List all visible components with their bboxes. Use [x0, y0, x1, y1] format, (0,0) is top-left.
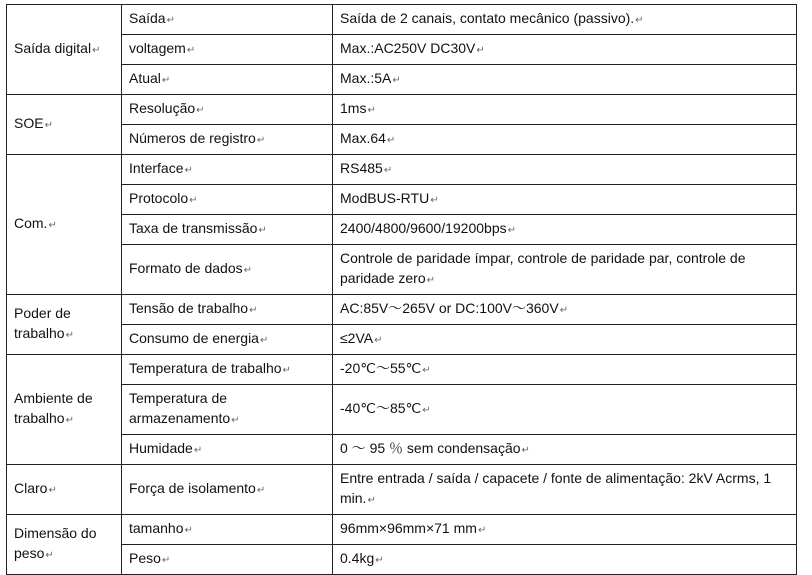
paragraph-mark: ↵: [477, 525, 487, 536]
parameter-cell: [122, 95, 333, 125]
table-row: [7, 435, 797, 465]
paragraph-mark: ↵: [374, 335, 383, 346]
table-row: [7, 245, 797, 295]
paragraph-mark: ↵: [430, 195, 439, 206]
paragraph-mark: ↵: [184, 525, 193, 536]
paragraph-mark: ↵: [635, 15, 644, 26]
paragraph-mark: ↵: [184, 165, 193, 176]
parameter-name: Peso: [129, 550, 161, 566]
spec-table-body: [7, 5, 797, 575]
paragraph-mark: ↵: [65, 415, 74, 426]
value-cell: [333, 385, 797, 435]
value-cell: [333, 35, 797, 65]
parameter-name: Atual: [129, 70, 161, 86]
paragraph-mark: ↵: [196, 105, 205, 116]
group-label: Claro: [14, 480, 48, 496]
paragraph-mark: ↵: [161, 75, 171, 86]
parameter-value: RS485: [340, 160, 383, 176]
parameter-name: Taxa de transmissão: [129, 220, 258, 236]
parameter-cell: [122, 125, 333, 155]
paragraph-mark: ↵: [375, 555, 384, 566]
paragraph-mark: ↵: [507, 225, 516, 236]
paragraph-mark: ↵: [367, 105, 376, 116]
parameter-name: Tensão de trabalho: [129, 300, 249, 316]
paragraph-mark: ↵: [186, 45, 196, 56]
parameter-cell: [122, 325, 333, 355]
parameter-name: voltagem: [129, 40, 186, 56]
paragraph-mark: ↵: [422, 405, 431, 416]
table-row: [7, 385, 797, 435]
table-row: [7, 125, 797, 155]
parameter-value: -20℃～55℃: [340, 360, 422, 376]
paragraph-mark: ↵: [521, 445, 530, 456]
parameter-cell: [122, 5, 333, 35]
group-label-cell: [7, 515, 122, 575]
paragraph-mark: ↵: [559, 305, 569, 316]
parameter-value: 1ms: [340, 100, 367, 116]
group-label: Saída digital: [14, 40, 92, 56]
paragraph-mark: ↵: [476, 45, 485, 56]
paragraph-mark: ↵: [65, 330, 74, 341]
parameter-value: 96mm×96mm×71 mm: [340, 520, 477, 536]
group-label-cell: [7, 5, 122, 95]
parameter-name: Temperatura de armazenamento: [129, 390, 231, 426]
group-label: SOE: [14, 115, 44, 131]
parameter-value: Max.:5A: [340, 70, 392, 86]
parameter-name: Saída: [129, 10, 166, 26]
value-cell: [333, 5, 797, 35]
paragraph-mark: ↵: [249, 305, 258, 316]
group-label-cell: [7, 155, 122, 295]
value-cell: [333, 215, 797, 245]
group-label-cell: [7, 465, 122, 515]
paragraph-mark: ↵: [161, 555, 171, 566]
value-cell: [333, 325, 797, 355]
parameter-value: AC:85V～265V or DC:100V～360V: [340, 300, 559, 316]
parameter-name: Humidade: [129, 440, 193, 456]
paragraph-mark: ↵: [166, 15, 175, 26]
group-label: Poder de trabalho: [14, 305, 71, 341]
value-cell: [333, 95, 797, 125]
parameter-cell: [122, 245, 333, 295]
paragraph-mark: ↵: [92, 45, 101, 56]
parameter-value: Max.:AC250V DC30V: [340, 40, 476, 56]
group-label-cell: [7, 355, 122, 465]
parameter-value: Max.64: [340, 130, 386, 146]
paragraph-mark: ↵: [45, 550, 54, 561]
parameter-name: Força de isolamento: [129, 480, 256, 496]
group-label: Com.: [14, 215, 48, 231]
parameter-cell: [122, 545, 333, 575]
table-row: [7, 355, 797, 385]
paragraph-mark: ↵: [231, 415, 240, 426]
group-label-cell: [7, 95, 122, 155]
table-row: [7, 155, 797, 185]
parameter-name: Números de registro: [129, 130, 256, 146]
parameter-cell: [122, 385, 333, 435]
parameter-cell: [122, 355, 333, 385]
value-cell: [333, 355, 797, 385]
paragraph-mark: ↵: [44, 120, 53, 131]
parameter-value: ModBUS-RTU: [340, 190, 430, 206]
paragraph-mark: ↵: [392, 75, 401, 86]
paragraph-mark: ↵: [383, 165, 393, 176]
paragraph-mark: ↵: [282, 365, 291, 376]
value-cell: [333, 125, 797, 155]
parameter-value: Controle de paridade ímpar, controle de paridade par, controle de paridade zero: [340, 250, 746, 286]
paragraph-mark: ↵: [258, 225, 267, 236]
paragraph-mark: ↵: [256, 485, 266, 496]
value-cell: [333, 465, 797, 515]
parameter-cell: [122, 65, 333, 95]
paragraph-mark: ↵: [48, 485, 57, 496]
parameter-name: tamanho: [129, 520, 184, 536]
parameter-name: Protocolo: [129, 190, 189, 206]
paragraph-mark: ↵: [422, 365, 431, 376]
parameter-value: -40℃～85℃: [340, 400, 422, 416]
table-row: [7, 95, 797, 125]
parameter-name: Formato de dados: [129, 260, 243, 276]
table-row: [7, 185, 797, 215]
parameter-value: 2400/4800/9600/19200bps: [340, 220, 507, 236]
parameter-cell: [122, 215, 333, 245]
parameter-name: Resolução: [129, 100, 196, 116]
parameter-cell: [122, 155, 333, 185]
table-row: [7, 295, 797, 325]
table-row: [7, 65, 797, 95]
table-row: [7, 515, 797, 545]
value-cell: [333, 245, 797, 295]
parameter-cell: [122, 185, 333, 215]
value-cell: [333, 515, 797, 545]
parameter-cell: [122, 515, 333, 545]
table-row: [7, 35, 797, 65]
value-cell: [333, 295, 797, 325]
value-cell: [333, 185, 797, 215]
parameter-cell: [122, 35, 333, 65]
parameter-value: 0.4kg: [340, 550, 375, 566]
parameter-cell: [122, 295, 333, 325]
table-row: [7, 465, 797, 515]
parameter-name: Consumo de energia: [129, 330, 259, 346]
parameter-name: Interface: [129, 160, 184, 176]
paragraph-mark: ↵: [426, 275, 436, 286]
value-cell: [333, 435, 797, 465]
paragraph-mark: ↵: [48, 220, 57, 231]
table-row: [7, 325, 797, 355]
paragraph-mark: ↵: [259, 335, 269, 346]
paragraph-mark: ↵: [256, 135, 266, 146]
value-cell: [333, 65, 797, 95]
parameter-name: Temperatura de trabalho: [129, 360, 282, 376]
parameter-value: ≤2VA: [340, 330, 374, 346]
parameter-cell: [122, 435, 333, 465]
paragraph-mark: ↵: [189, 195, 198, 206]
paragraph-mark: ↵: [386, 135, 396, 146]
group-label: Ambiente de trabalho: [14, 390, 93, 426]
spec-table: [6, 4, 797, 575]
paragraph-mark: ↵: [193, 445, 203, 456]
value-cell: [333, 155, 797, 185]
parameter-value: Entre entrada / saída / capacete / fonte de alimentação: 2kV Acrms, 1 min.: [340, 470, 772, 506]
parameter-value: Saída de 2 canais, contato mecânico (passivo).: [340, 10, 635, 26]
paragraph-mark: ↵: [243, 265, 253, 276]
value-cell: [333, 545, 797, 575]
parameter-value: 0 ～ 95 ％ sem condensação: [340, 440, 521, 456]
group-label: Dimensão do peso: [14, 525, 97, 561]
paragraph-mark: ↵: [367, 495, 376, 506]
table-row: [7, 545, 797, 575]
group-label-cell: [7, 295, 122, 355]
table-row: [7, 215, 797, 245]
parameter-cell: [122, 465, 333, 515]
table-row: [7, 5, 797, 35]
